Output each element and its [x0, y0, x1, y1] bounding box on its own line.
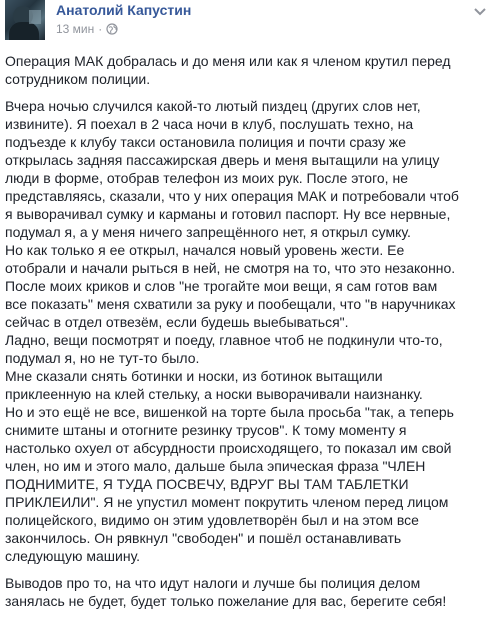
- post-paragraph: Выводов про то, на что идут налоги и лучше бы полиция делом занялась не будет, будет только пожелание для вас, берегите себя!: [5, 575, 447, 609]
- post-meta: [56, 22, 118, 36]
- post-body: [5, 52, 489, 619]
- post-header: [5, 0, 489, 44]
- post-paragraph: Операция МАК добралась и до меня или как я членом крутил перед сотрудником полиции.: [5, 53, 451, 87]
- avatar-body: [9, 22, 39, 40]
- avatar-highlight: [29, 10, 41, 24]
- chevron-down-icon[interactable]: [473, 4, 487, 14]
- author-name[interactable]: Анатолий Капустин: [56, 2, 192, 18]
- post-paragraph: Вчера ночью случился какой-то лютый пиздец (других слов нет, извините). Я поехал в 2 часа ночи в клуб, послушать техно, на подъезде к клубу такси остановила полиция и почти сразу же открылась задняя пассажирская дверь и меня вытащили на улицу люди в форме, отобрав телефон из моих рук. После этого, не представляясь, сказали, что у них операция МАК и потребовали чтоб я выворачивал сумку и карманы и готовил паспорт. Ну все нервные, подумал я, а у меня ничего запрещённого нет, я открыл сумку. Но как только я ее открыл, начался новый уровень жести. Ее отобрали и начали рыться в ней, не смотря на то, что это незаконно. После моих криков и слов "не трогайте мои вещи, я сам готов вам все показать" меня схватили за руку и пообещали, что "в наручниках сейчас в отдел отвезём, если будешь выебываться". Ладно, вещи посмотрят и поеду, главное чтоб не подкинули что-то, подумал я, но не тут-то было. Мне сказали снять ботинки и носки, из ботинок вытащили приклеенную на клей стельку, а носки выворачивали наизнанку. Но и это ещё не все, вишенкой на торте была просьба "так, а теперь снимите штаны и отогните резинку трусов". К тому моменту я настолько охуел от абсурдности происходящего, то показал им свой член, но им и этого мало, дальше была эпическая фраза "ЧЛЕН ПОДНИМИТЕ, Я ТУДА ПОСВЕЧУ, ВДРУГ ВЫ ТАМ ТАБЛЕТКИ ПРИКЛЕИЛИ". Я не упустил момент покрутить членом перед лицом полицейского, видимо он этим удовлетворён был и на этом все закончилось. Он рявкнул "свободен" и пошёл останавливать следующую машину.: [5, 98, 459, 564]
- post-time[interactable]: 13 мин: [56, 22, 95, 36]
- globe-icon[interactable]: [106, 23, 118, 35]
- meta-separator: ·: [98, 22, 103, 36]
- avatar[interactable]: [5, 0, 45, 40]
